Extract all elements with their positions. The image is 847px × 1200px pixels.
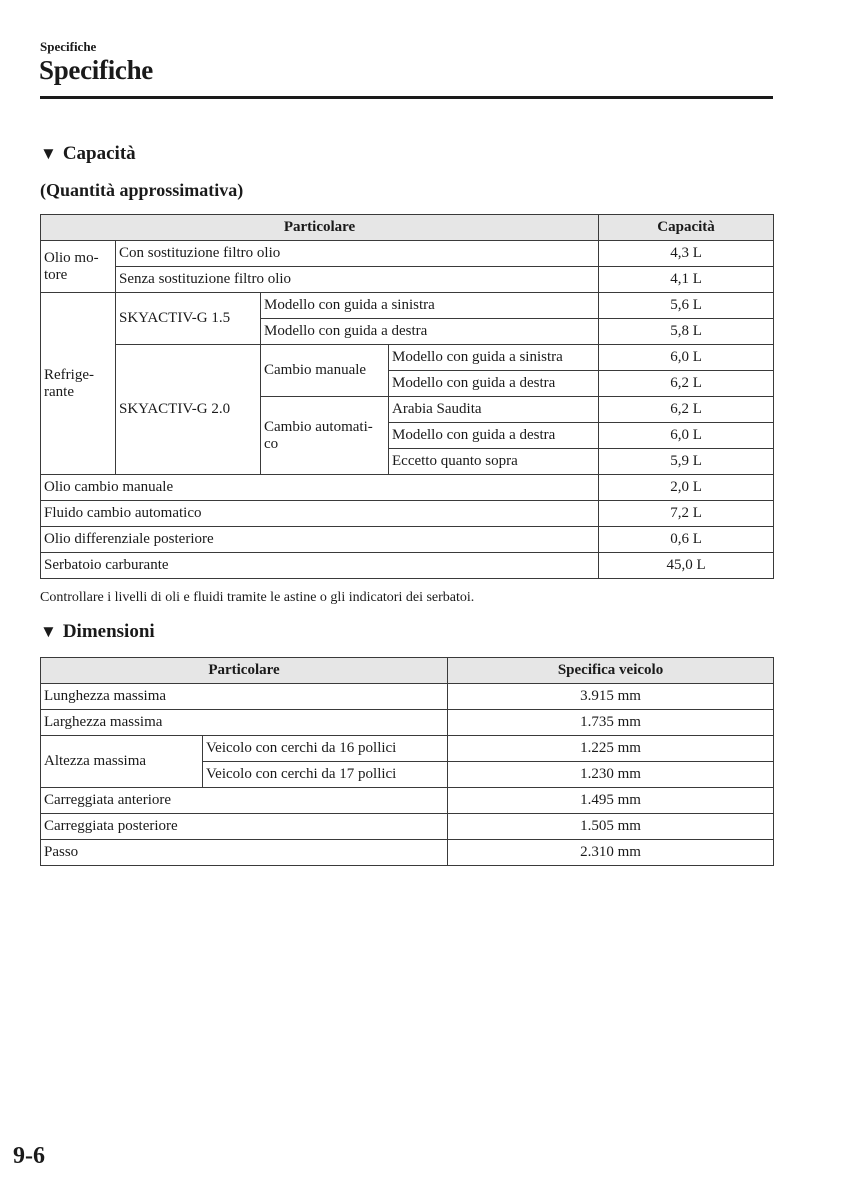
value-cell: 1.505 mm [448, 814, 774, 840]
cell-lunghezza: Lunghezza massima [41, 684, 448, 710]
value-cell: 6,0 L [599, 423, 774, 449]
cell-olio-cambio-manuale: Olio cambio manuale [41, 475, 599, 501]
cell-cambio-manuale: Cambio manuale [261, 345, 389, 397]
section-heading-label: Capacità [62, 143, 136, 164]
cell-cerchi-17: Veicolo con cerchi da 17 pollici [203, 762, 448, 788]
cell-auto-destra: Modello con guida a destra [389, 423, 599, 449]
value-cell: 5,6 L [599, 293, 774, 319]
cell-olio-differenziale: Olio differenziale posteriore [41, 527, 599, 553]
value-cell: 1.230 mm [448, 762, 774, 788]
cell-con-filtro: Con sostituzione filtro olio [116, 241, 599, 267]
value-cell: 7,2 L [599, 501, 774, 527]
value-cell: 2,0 L [599, 475, 774, 501]
cell-altezza: Altezza massima [41, 736, 203, 788]
row-label-olio-motore: Olio mo-tore [41, 241, 116, 293]
cell-man-destra: Modello con guida a destra [389, 371, 599, 397]
table-row [41, 267, 774, 293]
section-heading-dimensioni [40, 621, 155, 643]
column-header-particolare: Particolare [41, 215, 599, 241]
cell-auto-arabia: Arabia Saudita [389, 397, 599, 423]
cell-carreggiata-anteriore: Carreggiata anteriore [41, 788, 448, 814]
value-cell: 1.495 mm [448, 788, 774, 814]
breadcrumb: Specifiche [40, 39, 97, 54]
table-row [41, 553, 774, 579]
cell-cambio-automatico: Cambio automati-co [261, 397, 389, 475]
value-cell: 1.735 mm [448, 710, 774, 736]
value-cell: 4,3 L [599, 241, 774, 267]
value-cell: 3.915 mm [448, 684, 774, 710]
value-cell: 6,2 L [599, 397, 774, 423]
value-cell: 2.310 mm [448, 840, 774, 866]
row-label-refrigerante: Refrige-rante [41, 293, 116, 475]
column-header-particolare: Particolare [41, 658, 448, 684]
table-row [41, 527, 774, 553]
table-row [41, 814, 774, 840]
column-header-capacita: Capacità [599, 215, 774, 241]
table-header-row [41, 215, 774, 241]
table-row [41, 684, 774, 710]
column-header-specifica: Specifica veicolo [448, 658, 774, 684]
subheading-quantita: (Quantità approssimativa) [40, 180, 244, 200]
table-row [41, 736, 774, 762]
engine-g15: SKYACTIV-G 1.5 [116, 293, 261, 345]
dimensions-table [40, 657, 774, 866]
triangle-down-icon: ▼ [40, 144, 57, 163]
table-row [41, 710, 774, 736]
value-cell: 0,6 L [599, 527, 774, 553]
page-number: 9-6 [13, 1143, 45, 1169]
cell-cerchi-16: Veicolo con cerchi da 16 pollici [203, 736, 448, 762]
cell-larghezza: Larghezza massima [41, 710, 448, 736]
table-row [41, 788, 774, 814]
value-cell: 5,9 L [599, 449, 774, 475]
section-heading-label: Dimensioni [62, 621, 155, 642]
table-row [41, 293, 774, 319]
value-cell: 45,0 L [599, 553, 774, 579]
cell-fluido-cambio-auto: Fluido cambio automatico [41, 501, 599, 527]
page-title: Specifiche [39, 55, 153, 85]
value-cell: 4,1 L [599, 267, 774, 293]
cell-carreggiata-posteriore: Carreggiata posteriore [41, 814, 448, 840]
value-cell: 1.225 mm [448, 736, 774, 762]
cell-serbatoio: Serbatoio carburante [41, 553, 599, 579]
capacity-note: Controllare i livelli di oli e fluidi tramite le astine o gli indicatori dei serbatoi. [40, 590, 475, 605]
table-row [41, 840, 774, 866]
engine-g20: SKYACTIV-G 2.0 [116, 345, 261, 475]
table-row [41, 475, 774, 501]
section-heading-capacita [40, 143, 136, 165]
cell-senza-filtro: Senza sostituzione filtro olio [116, 267, 599, 293]
table-row [41, 241, 774, 267]
title-divider [40, 96, 773, 99]
cell-passo: Passo [41, 840, 448, 866]
cell-g15-destra: Modello con guida a destra [261, 319, 599, 345]
capacity-table [40, 214, 774, 579]
cell-g15-sinistra: Modello con guida a sinistra [261, 293, 599, 319]
cell-auto-altro: Eccetto quanto sopra [389, 449, 599, 475]
table-header-row [41, 658, 774, 684]
value-cell: 6,0 L [599, 345, 774, 371]
value-cell: 5,8 L [599, 319, 774, 345]
table-row [41, 501, 774, 527]
table-row [41, 345, 774, 371]
triangle-down-icon: ▼ [40, 622, 57, 641]
cell-man-sinistra: Modello con guida a sinistra [389, 345, 599, 371]
value-cell: 6,2 L [599, 371, 774, 397]
